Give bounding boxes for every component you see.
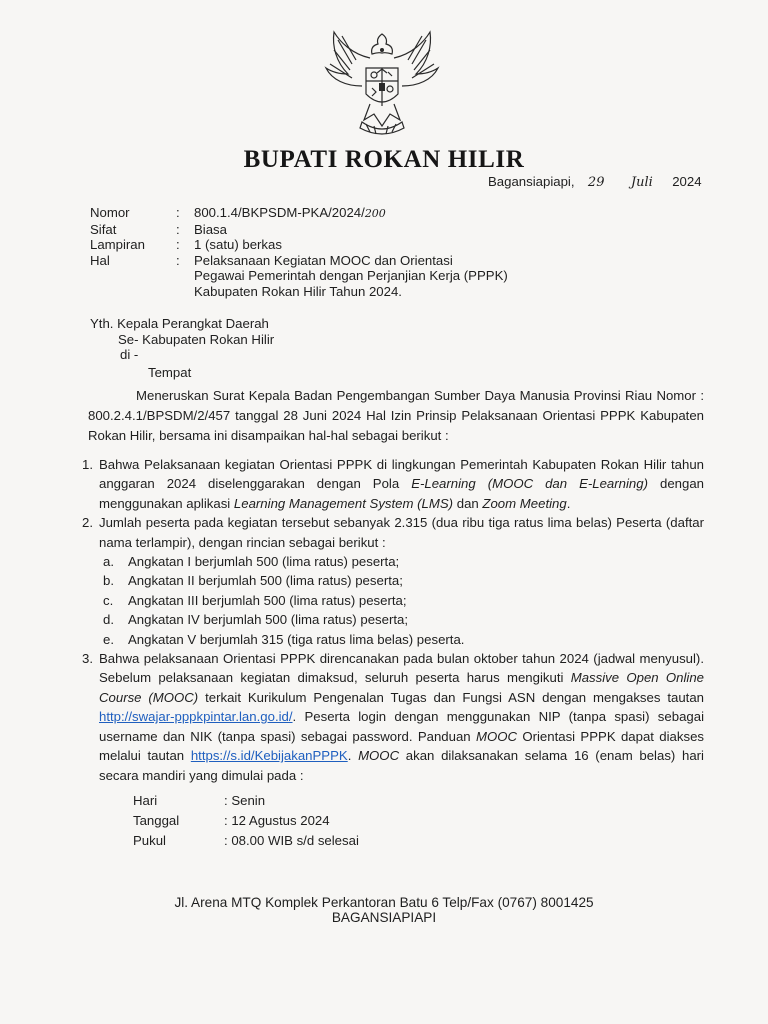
- sub-list-item: [82, 630, 704, 649]
- meta-value: Pelaksanaan Kegiatan MOOC dan Orientasi: [194, 252, 453, 268]
- text-run: Massive Open Online Course (MOOC): [99, 670, 705, 705]
- meta-colon: :: [176, 205, 180, 220]
- letter-footer: [0, 895, 768, 925]
- sub-item-letter: b.: [103, 573, 114, 589]
- text-run: MOOC: [475, 728, 517, 744]
- schedule-block: [133, 791, 359, 851]
- meta-value: 1 (satu) berkas: [194, 237, 282, 252]
- letter-title: BUPATI ROKAN HILIR: [243, 146, 525, 173]
- list-item-number: 1.: [82, 457, 93, 472]
- meta-row-hal: [90, 253, 554, 269]
- sub-item-text: Angkatan IV berjumlah 500 (lima ratus) peserta;: [128, 612, 409, 628]
- text-run: terkait Kurikulum Pengenalan Tugas dan Fungsi ASN dengan mengakses tautan: [198, 689, 704, 705]
- sub-list-item: [82, 552, 704, 571]
- date-year: 2024: [672, 174, 702, 189]
- text-run: .: [566, 495, 571, 511]
- addressee-line: di -: [120, 347, 139, 362]
- sub-list-item: [82, 610, 704, 629]
- schedule-row: [133, 811, 359, 831]
- meta-row-lampiran: [90, 237, 554, 253]
- meta-value: [194, 205, 554, 222]
- date-month: Juli: [630, 175, 653, 190]
- list-item-text: Jumlah peserta pada kegiatan tersebut sebanyak 2.315 (dua ribu tiga ratus lima belas) Peserta (daftar nama terlampir), dengan rincian sebagai berikut :: [99, 515, 704, 550]
- sub-item-letter: c.: [103, 592, 114, 608]
- mooc-link[interactable]: http://swajar-pppkpintar.lan.go.id/: [99, 709, 293, 725]
- meta-label: [90, 268, 176, 284]
- sub-item-text: Angkatan I berjumlah 500 (lima ratus) peserta;: [128, 554, 400, 570]
- footer-city: BAGANSIAPIAPI: [331, 910, 437, 925]
- intro-paragraph: Meneruskan Surat Kepala Badan Pengembangan Sumber Daya Manusia Provinsi Riau Nomor : 800.2.4.1/BPSDM/2/457 tanggal 28 Juni 2024 Hal Izin Prinsip Pelaksanaan Orientasi PPPK Kabupaten Rokan Hilir, bersama ini disampaikan hal-hal sebagai berikut :: [88, 388, 704, 443]
- sub-list-item: [82, 571, 704, 590]
- date-day: 29: [587, 175, 605, 190]
- letter-meta: [90, 205, 554, 299]
- sub-item-text: Angkatan V berjumlah 315 (tiga ratus lima belas) peserta.: [128, 631, 465, 647]
- meta-colon: :: [176, 221, 180, 237]
- text-run: Bahwa Pelaksanaan kegiatan Orientasi PPPK di lingkungan Pemerintah Kabupaten Rokan Hilir tahun anggaran 2024 diselenggarakan dengan Pola: [99, 457, 704, 492]
- text-run: .: [347, 748, 359, 764]
- meta-colon: :: [176, 237, 180, 252]
- text-run: akan dilaksanakan selama 16 (enam belas) hari secara mandiri yang dimulai pada :: [99, 748, 704, 783]
- sub-item-text: Angkatan II berjumlah 500 (lima ratus) peserta;: [128, 573, 403, 589]
- schedule-label: Tanggal: [133, 813, 180, 828]
- text-run: Learning Management System (LMS): [233, 495, 454, 511]
- nomor-handwritten: 200: [364, 207, 386, 220]
- schedule-value: : 12 Agustus 2024: [224, 813, 330, 828]
- list-item: [82, 455, 704, 513]
- list-item-text: [99, 649, 704, 785]
- meta-label: Nomor: [90, 205, 130, 220]
- list-item: [82, 513, 704, 552]
- text-run: Orientasi PPPK dapat diakses melalui tautan: [99, 728, 705, 764]
- text-run: . Peserta login dengan menggunakan NIP (tanpa spasi) sebagai username dan NIK (tanpa spasi) sebagai password. Panduan: [99, 709, 704, 744]
- list-item: [82, 649, 704, 785]
- schedule-row: [133, 831, 359, 851]
- meta-row-hal-cont: [90, 284, 554, 300]
- meta-label: Lampiran: [90, 237, 145, 252]
- text-run: Bahwa pelaksanaan Orientasi PPPK direncanakan pada bulan oktober tahun 2024 (jadwal menyusul). Sebelum pelaksanaan kegiatan dimaksud, seluruh peserta harus mengikuti: [99, 651, 704, 686]
- date-place: Bagansiapiapi,: [488, 174, 575, 189]
- text-run: dengan menggunakan aplikasi: [99, 476, 704, 511]
- list-item-number: 3.: [82, 651, 93, 667]
- sub-item-letter: e.: [103, 631, 114, 647]
- text-run: MOOC: [358, 748, 400, 764]
- schedule-row: [133, 791, 359, 811]
- list-item-number: 2.: [82, 515, 93, 531]
- meta-label: Hal: [90, 252, 110, 268]
- garuda-emblem-icon: [322, 28, 442, 140]
- sub-list-item: [82, 591, 704, 610]
- text-run: E-Learning (MOOC dan E-Learning): [411, 476, 648, 492]
- meta-label: [90, 284, 176, 300]
- letter-date: [488, 174, 702, 190]
- schedule-value: : 08.00 WIB s/d selesai: [224, 833, 359, 848]
- numbered-list: [82, 455, 704, 785]
- sub-item-text: Angkatan III berjumlah 500 (lima ratus) peserta;: [128, 592, 407, 608]
- schedule-label: Hari: [133, 793, 158, 808]
- meta-colon: :: [176, 252, 180, 268]
- meta-row-hal-cont: [90, 268, 554, 284]
- text-run: Zoom Meeting: [482, 495, 567, 511]
- addressee-line: Tempat: [148, 364, 192, 380]
- schedule-value: : Senin: [224, 793, 266, 808]
- nomor-value: 800.1.4/BKPSDM-PKA/2024/: [194, 205, 365, 220]
- list-item-text: [99, 455, 704, 513]
- sub-item-letter: a.: [103, 554, 114, 570]
- meta-row-sifat: [90, 222, 554, 238]
- addressee-line: Yth. Kepala Perangkat Daerah: [90, 316, 269, 331]
- text-run: dan: [453, 495, 483, 511]
- addressee-block: [90, 316, 274, 380]
- meta-value: Pegawai Pemerintah dengan Perjanjian Kerja (PPPK): [194, 268, 508, 283]
- schedule-label: Pukul: [133, 833, 166, 848]
- footer-address: Jl. Arena MTQ Komplek Perkantoran Batu 6 Telp/Fax (0767) 8001425: [174, 895, 594, 910]
- addressee-line: Se- Kabupaten Rokan Hilir: [118, 331, 275, 347]
- sub-item-letter: d.: [103, 612, 114, 628]
- meta-value: Kabupaten Rokan Hilir Tahun 2024.: [194, 283, 402, 299]
- guide-link[interactable]: https://s.id/KebijakanPPPK: [190, 748, 348, 764]
- meta-value: Biasa: [194, 221, 227, 237]
- meta-row-nomor: [90, 205, 554, 222]
- meta-label: Sifat: [90, 221, 117, 237]
